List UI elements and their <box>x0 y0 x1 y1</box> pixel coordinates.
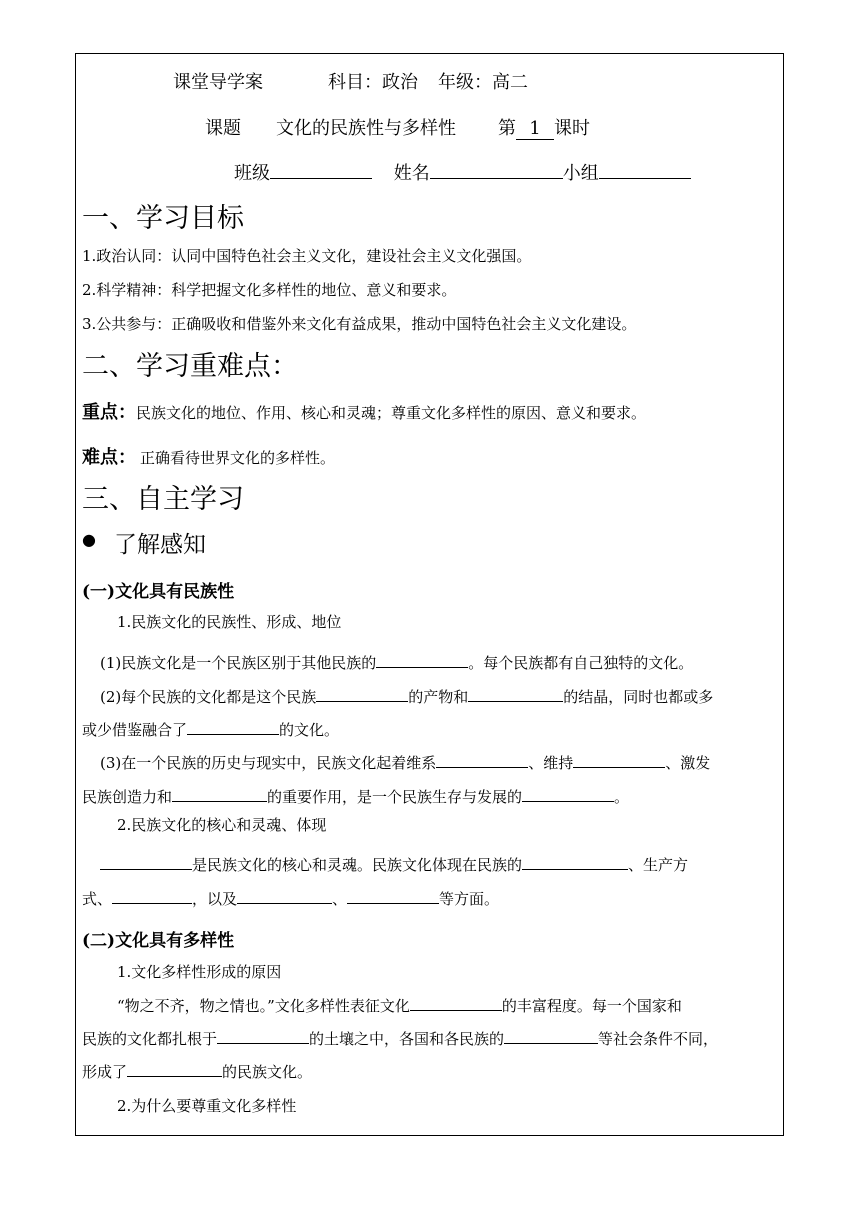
text: ，以及 <box>192 889 238 908</box>
text: “物之不齐，物之情也。”文化多样性表征文化 <box>117 996 410 1015</box>
fill-line-1c <box>100 751 710 773</box>
text: 的重要作用，是一个民族生存与发展的 <box>267 787 523 806</box>
objective-item-1: 1.政治认同：认同中国特色社会主义文化，建设社会主义文化强国。 <box>82 247 532 265</box>
text: 。每个民族都有自己独特的文化。 <box>468 653 694 672</box>
text: 的民族文化。 <box>222 1062 313 1081</box>
text: 形成了 <box>82 1062 128 1081</box>
fill-line-2b <box>82 887 499 909</box>
fill-line-3b <box>82 1027 718 1049</box>
topic-title: 文化的民族性与多样性 <box>276 118 456 139</box>
subject-label: 科目：政治 <box>328 72 418 93</box>
answer-blank[interactable] <box>187 718 279 735</box>
answer-blank[interactable] <box>237 887 332 904</box>
answer-blank[interactable] <box>172 785 267 802</box>
difficulty-row <box>82 443 335 469</box>
answer-blank[interactable] <box>436 751 528 768</box>
fill-line-3a <box>117 994 682 1016</box>
name-label: 姓名 <box>393 163 430 184</box>
answer-blank[interactable] <box>468 685 563 702</box>
answer-blank[interactable] <box>316 685 408 702</box>
fill-line-1b2 <box>82 718 339 740</box>
text: (3)在一个民族的历史与现实中，民族文化起着维系 <box>100 753 437 772</box>
name-blank[interactable] <box>430 159 563 179</box>
answer-blank[interactable] <box>522 853 628 870</box>
key-point-label: 重点： <box>82 402 136 423</box>
subsection-title: 了解感知 <box>114 532 206 558</box>
part-2-heading-2: 2.为什么要尊重文化多样性 <box>117 1097 297 1115</box>
fill-line-1b <box>100 685 713 707</box>
answer-blank[interactable] <box>522 785 614 802</box>
section-1-title: 一、学习目标 <box>82 203 244 234</box>
fill-line-3c <box>82 1060 312 1082</box>
fill-line-1c2 <box>82 785 629 807</box>
answer-blank[interactable] <box>100 853 192 870</box>
text: 是民族文化的核心和灵魂。民族文化体现在民族的 <box>192 855 523 874</box>
text: 式、 <box>82 889 113 908</box>
doc-title: 课堂导学案 <box>173 72 263 93</box>
text: (2)每个民族的文化都是这个民族 <box>100 687 317 706</box>
answer-blank[interactable] <box>573 751 665 768</box>
section-2-title: 二、学习重难点： <box>82 351 298 382</box>
answer-blank[interactable] <box>112 887 192 904</box>
lesson-row <box>498 114 590 140</box>
text: 的文化。 <box>279 720 340 739</box>
grade-label: 年级：高二 <box>438 72 528 93</box>
section-3-title: 三、自主学习 <box>82 484 244 515</box>
answer-blank[interactable] <box>376 651 468 668</box>
answer-blank[interactable] <box>127 1060 222 1077</box>
text: 等社会条件不同， <box>598 1029 719 1048</box>
answer-blank[interactable] <box>347 887 439 904</box>
text: 的产物和 <box>408 687 469 706</box>
difficulty-text: 正确看待世界文化的多样性。 <box>140 449 336 467</box>
fill-line-1a <box>100 651 693 673</box>
objective-item-3: 3.公共参与：正确吸收和借鉴外来文化有益成果，推动中国特色社会主义文化建设。 <box>82 315 637 333</box>
difficulty-label: 难点： <box>82 447 136 468</box>
part-1-heading: 1.民族文化的民族性、形成、地位 <box>117 613 342 631</box>
text: 民族创造力和 <box>82 787 173 806</box>
text: (1)民族文化是一个民族区别于其他民族的 <box>100 653 377 672</box>
objective-item-2: 2.科学精神：科学把握文化多样性的地位、意义和要求。 <box>82 281 457 299</box>
part-2-title: (二)文化具有多样性 <box>82 931 235 951</box>
text: 的土壤之中，各国和各民族的 <box>309 1029 505 1048</box>
class-label: 班级 <box>234 163 270 184</box>
text: 、激发 <box>665 753 711 772</box>
text: 民族的文化都扎根于 <box>82 1029 218 1048</box>
group-blank[interactable] <box>599 159 691 179</box>
bullet-icon: ● <box>82 530 96 549</box>
text: 、 <box>332 889 348 908</box>
answer-blank[interactable] <box>217 1027 309 1044</box>
text: 、维持 <box>528 753 574 772</box>
topic-label: 课题 <box>205 118 241 139</box>
key-point-row <box>82 398 646 424</box>
group-label: 小组 <box>562 163 599 184</box>
answer-blank[interactable] <box>504 1027 598 1044</box>
text: 的结晶，同时也都或多 <box>563 687 714 706</box>
part-2-heading-1: 1.文化多样性形成的原因 <box>117 963 282 981</box>
class-blank[interactable] <box>270 159 372 179</box>
answer-blank[interactable] <box>410 994 502 1011</box>
text: 的丰富程度。每一个国家和 <box>501 996 682 1015</box>
key-point-text: 民族文化的地位、作用、核心和灵魂；尊重文化多样性的原因、意义和要求。 <box>136 404 647 422</box>
fill-line-2a <box>100 853 688 875</box>
text: 。 <box>614 787 630 806</box>
text: 、生产方 <box>628 855 689 874</box>
part-1-title: (一)文化具有民族性 <box>82 582 235 602</box>
lesson-number: 1 <box>516 118 554 140</box>
part-1-heading-2: 2.民族文化的核心和灵魂、体现 <box>117 816 327 834</box>
text: 等方面。 <box>439 889 500 908</box>
lesson-prefix: 第 <box>498 118 516 139</box>
info-row <box>234 159 691 185</box>
text: 或少借鉴融合了 <box>82 720 188 739</box>
lesson-suffix: 课时 <box>554 118 590 139</box>
